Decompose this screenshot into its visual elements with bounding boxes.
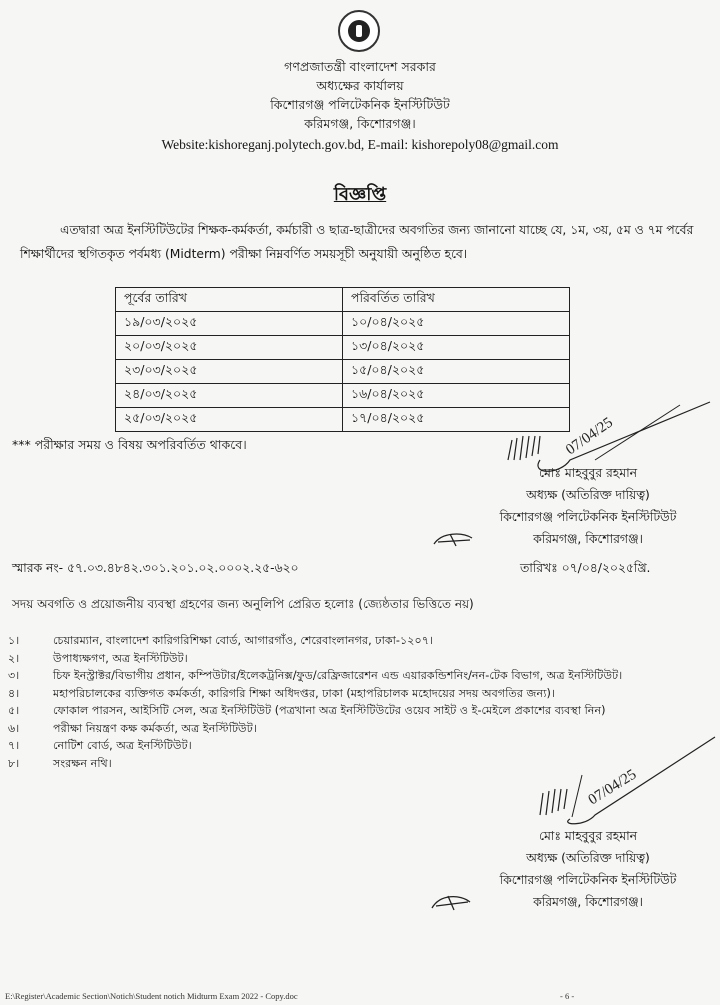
- column-header-previous-date: পূর্বের তারিখ: [116, 288, 343, 312]
- changed-date: ১৬/০৪/২০২৫: [343, 384, 570, 408]
- signatory-name: মোঃ মাহবুবুর রহমান: [538, 466, 638, 480]
- previous-date: ১৯/০৩/২০২৫: [116, 312, 343, 336]
- header-government: গণপ্রজাতন্ত্রী বাংলাদেশ সরকার: [284, 59, 436, 74]
- changed-date: ১৫/০৪/২০২৫: [343, 360, 570, 384]
- previous-date: ২৫/০৩/২০২৫: [116, 408, 343, 432]
- header-office: অধ্যক্ষের কার্যালয়: [316, 78, 404, 93]
- table-row: [116, 336, 570, 360]
- header-contact: Website:kishoreganj.polytech.gov.bd, E-mail: kishorepoly08@gmail.com: [161, 137, 559, 152]
- column-header-changed-date: পরিবর্তিত তারিখ: [343, 288, 570, 312]
- memo-date: তারিখঃ ০৭/০৪/২০২৫খ্রি.: [520, 561, 651, 575]
- notice-body: এতদ্বারা অত্র ইনস্টিটিউটের শিক্ষক-কর্মকর্তা, কর্মচারী ও ছাত্র-ছাত্রীদের অবগতির জন্য জানানো যাচ্ছে যে, ১ম, ৩য়, ৫ম ও ৭ম পর্বের শিক্ষার্থীদের স্থগিতকৃত পর্বমধ্য (Midterm) পরীক্ষা নিম্নবর্ণিত সময়সূচী অনুযায়ী অনুষ্ঠিত হবে।: [20, 223, 694, 261]
- initial-scribble-icon: [432, 528, 477, 550]
- notice-title: বিজ্ঞপ্তি: [333, 184, 387, 205]
- list-item: ১। চেয়ারম্যান, বাংলাদেশ কারিগরিশিক্ষা বোর্ড, আগারগাঁও, শেরেবাংলানগর, ঢাকা-১২০৭।: [8, 634, 434, 647]
- previous-date: ২৪/০৩/২০২৫: [116, 384, 343, 408]
- list-item: ৫। ফোকাল পারসন, আইসিটি সেল, অত্র ইনস্টিটিউট (পত্রখানা অত্র ইনস্টিটিউটের ওয়েব সাইট ও ই-মেইলে প্রকাশের ব্যবস্থা নিন): [8, 704, 606, 717]
- page-number: - 6 -: [560, 991, 575, 1001]
- initial-scribble-icon: [430, 890, 475, 914]
- previous-date: ২৩/০৩/২০২৫: [116, 360, 343, 384]
- list-item: ৪। মহাপরিচালকের ব্যক্তিগত কর্মকর্তা, কারিগরি শিক্ষা অধিদপ্তর, ঢাকা (মহাপরিচালক মহোদয়ের সদয় অবগতির জন্য)।: [8, 686, 555, 700]
- table-header-row: [116, 288, 570, 312]
- changed-date: ১৩/০৪/২০২৫: [343, 336, 570, 360]
- signatory-address: করিমগঞ্জ, কিশোরগঞ্জ।: [533, 532, 643, 546]
- header-institute: কিশোরগঞ্জ পলিটেকনিক ইনস্টিটিউট: [270, 97, 450, 112]
- list-item: ৭। নোটিশ বোর্ড, অত্র ইনস্টিটিউট।: [8, 739, 192, 752]
- table-row: [116, 360, 570, 384]
- changed-date: ১৭/০৪/২০২৫: [343, 408, 570, 432]
- header-address: করিমগঞ্জ, কিশোরগঞ্জ।: [304, 116, 416, 131]
- exam-note: *** পরীক্ষার সময় ও বিষয় অপরিবর্তিত থাকবে।: [12, 437, 247, 452]
- signatory-institute: কিশোরগঞ্জ পলিটেকনিক ইনস্টিটিউট: [499, 510, 677, 524]
- file-path-footer: E:\Register\Academic Section\Notich\Student notich Midturm Exam 2022 - Copy.doc: [5, 991, 298, 1001]
- list-item: ৮। সংরক্ষন নথি।: [8, 756, 112, 770]
- list-item: ৬। পরীক্ষা নিয়ন্ত্রণ কক্ষ কর্মকর্তা, অত্র ইনস্টিটিউট।: [8, 721, 257, 735]
- table-row: [116, 312, 570, 336]
- svg-text:07/04/25: 07/04/25: [563, 414, 616, 459]
- signatory-designation: অধ্যক্ষ (অতিরিক্ত দায়িত্ব): [526, 488, 650, 502]
- government-emblem-icon: [338, 10, 380, 52]
- signatory-name: মোঃ মাহবুবুর রহমান: [538, 829, 638, 843]
- previous-date: ২০/০৩/২০২৫: [116, 336, 343, 360]
- list-item: ২। উপাধ্যক্ষগণ, অত্র ইনস্টিটিউট।: [8, 651, 188, 665]
- memo-number: স্মারক নং- ৫৭.০৩.৪৮৪২.৩০১.২০১.০২.০০০২.২৫-৬২০: [12, 561, 299, 575]
- signatory-address: করিমগঞ্জ, কিশোরগঞ্জ।: [533, 895, 643, 909]
- signatory-designation: অধ্যক্ষ (অতিরিক্ত দায়িত্ব): [526, 851, 650, 865]
- signatory-institute: কিশোরগঞ্জ পলিটেকনিক ইনস্টিটিউট: [499, 873, 677, 887]
- svg-text:07/04/25: 07/04/25: [585, 766, 640, 809]
- changed-date: ১০/০৪/২০২৫: [343, 312, 570, 336]
- copy-intro: সদয় অবগতি ও প্রয়োজনীয় ব্যবস্থা গ্রহণের জন্য অনুলিপি প্রেরিত হলোঃ (জ্যেষ্ঠতার ভিত্তিতে নয়): [12, 597, 474, 611]
- handwritten-signature-icon: [510, 735, 720, 825]
- list-item: ৩। চিফ ইনস্ট্রাক্টর/বিভাগীয় প্রধান, কম্পিউটার/ইলেকট্রনিক্স/ফুড/রেফ্রিজারেশন এন্ড এয়ারকন্ডিশনিং/নন-টেক বিভাগ, অত্র ইনস্টিটিউট।: [8, 669, 623, 682]
